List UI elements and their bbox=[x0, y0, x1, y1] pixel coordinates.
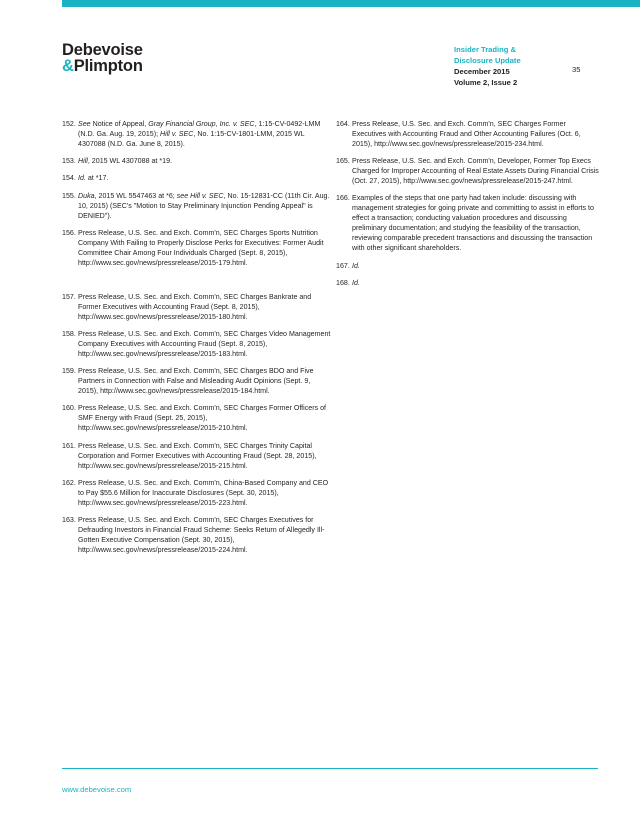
footnotes-right-column bbox=[336, 119, 601, 295]
footnote-italic-text: Hill v. SEC bbox=[160, 130, 194, 138]
footnote-text bbox=[352, 194, 594, 252]
footnote-text-run: Press Release, U.S. Sec. and Exch. Comm'n, China-Based Company and CEO to Pay $55.6 Million for Inaccurate Disclosures (Sept. 30, 2015), http://www.sec.gov/news/pressrelease/2015-223.html. bbox=[78, 478, 329, 507]
top-accent-bar bbox=[62, 0, 640, 7]
footnote-text bbox=[78, 479, 328, 507]
footnote-item bbox=[62, 292, 332, 322]
footnote-item bbox=[62, 478, 332, 508]
footnote-italic-text: Gray Financial Group, Inc. v. SEC bbox=[148, 120, 255, 128]
footer-website-link[interactable]: www.debevoise.com bbox=[62, 785, 132, 794]
footnote-text-run: Press Release, U.S. Sec. and Exch. Comm'n, SEC Charges Sports Nutrition Company With Failing to Properly Disclose Perks for Executives: Former Audit Committee Chair Among Four Individuals Charged (Sept. 8, 2015), http://www.sec.gov/news/pressrelease/2015-179.html. bbox=[78, 228, 324, 267]
footnote-item bbox=[336, 261, 601, 271]
footnote-number: 158. bbox=[62, 329, 76, 338]
footnote-text bbox=[352, 279, 360, 287]
footnote-number: 152. bbox=[62, 120, 76, 128]
footnote-number: 168. bbox=[336, 278, 350, 287]
footnote-item bbox=[336, 119, 601, 149]
footnote-text-run: Press Release, U.S. Sec. and Exch. Comm'n, Developer, Former Top Execs Charged for Improper Accounting of Real Estate Assets During Financial Crisis (Oct. 27, 2015), http://www.sec.gov/news/pressrelease/2015-247.html. bbox=[352, 157, 599, 186]
footnote-text-run: , 1:15-CV-0492-LMM (N.D. Ga. Aug. 19, 2015); bbox=[78, 120, 321, 138]
footnote-number: 166. bbox=[336, 194, 350, 203]
footnote-text-run: Press Release, U.S. Sec. and Exch. Comm'n, SEC Charges Bankrate and Former Executives with Accounting Fraud (Sept. 8, 2015), http://www.sec.gov/news/pressrelease/2015-180.html. bbox=[78, 292, 312, 321]
footnote-number: 156. bbox=[62, 228, 76, 237]
footnote-text bbox=[78, 120, 320, 148]
footnote-text bbox=[78, 157, 172, 165]
footnote-text-run: Examples of the steps that one party had taken include: discussing with management strategies for going private and committing to assist in efforts to effect a transaction; conducting valuation procedures and discussing preliminary documentation; and studying the feasibility of the transaction, reviewing comparable precedent transactions and discussing the transaction with other significant shareholders. bbox=[352, 194, 594, 253]
footnote-text bbox=[78, 367, 314, 395]
footnote-number: 157. bbox=[62, 292, 76, 301]
footnote-number: 160. bbox=[62, 404, 76, 413]
footnote-text bbox=[352, 120, 581, 148]
footnote-text bbox=[78, 192, 329, 220]
footnote-number: 165. bbox=[336, 157, 350, 166]
footnote-text bbox=[78, 293, 311, 321]
footnote-number: 164. bbox=[336, 120, 350, 128]
footnote-text-run: Press Release, U.S. Sec. and Exch. Comm'n, SEC Charges Former Executives with Accounting Fraud and Other Accounting Failures (Oct. 6, 2015), http://www.sec.gov/news/pressrelease/2015-234.html. bbox=[352, 120, 581, 148]
logo-line-2-text: Plimpton bbox=[73, 57, 143, 75]
footnote-number: 153. bbox=[62, 157, 76, 166]
publication-title-line-1: Insider Trading & bbox=[454, 45, 517, 54]
publication-volume: Volume 2, Issue 2 bbox=[454, 78, 518, 87]
footnote-number: 162. bbox=[62, 478, 76, 487]
footnote-text-run: Press Release, U.S. Sec. and Exch. Comm'n, SEC Charges Executives for Defrauding Investors in Financial Fraud Scheme: Seeks Return of Allegedly Ill-Gotten Executive Compensation (Sept. 30, 2015), http://www.sec.gov/news/pressrelease/2015-224.html. bbox=[78, 515, 325, 554]
publication-header bbox=[454, 44, 521, 88]
footnote-item bbox=[62, 173, 332, 183]
footer-divider bbox=[62, 768, 598, 769]
footnote-italic-text: Id. bbox=[352, 278, 360, 287]
footnote-text bbox=[352, 262, 360, 270]
footnote-item bbox=[62, 366, 332, 396]
footnote-text-run: Press Release, U.S. Sec. and Exch. Comm'n, SEC Charges Trinity Capital Corporation and Former Executives with Accounting Fraud (Sept. 28, 2015), http://www.sec.gov/news/pressrelease/2015-215.html. bbox=[78, 441, 317, 470]
footnote-text-run: , No. 1:15-CV-1801-LMM, 2015 WL 4307088 (N.D. Ga. June 8, 2015). bbox=[78, 130, 305, 148]
footnote-item bbox=[62, 156, 332, 166]
footnote-number: 155. bbox=[62, 191, 76, 200]
footnote-item bbox=[336, 193, 601, 253]
footnote-text-run: Press Release, U.S. Sec. and Exch. Comm'n, SEC Charges Video Management Company Executives with Accounting Fraud (Sept. 8, 2015), http://www.sec.gov/news/pressrelease/2015-183.html. bbox=[78, 329, 331, 358]
footnote-number: 159. bbox=[62, 367, 76, 376]
footnote-item bbox=[336, 278, 601, 288]
footnote-text bbox=[78, 229, 324, 267]
footnote-text-run: Press Release, U.S. Sec. and Exch. Comm'n, SEC Charges BDO and Five Partners in Connection with False and Misleading Audit Opinions (Sept. 9, 2015), http://www.sec.gov/news/pressrelease/2015-184.html. bbox=[78, 367, 314, 396]
footnote-item bbox=[62, 228, 332, 268]
footnote-italic-text: See bbox=[78, 120, 91, 128]
footnote-item bbox=[62, 191, 332, 221]
footnote-item bbox=[336, 156, 601, 186]
footnote-item bbox=[62, 329, 332, 359]
footnote-italic-text: Id. bbox=[352, 261, 360, 270]
publication-title-line-2: Disclosure Update bbox=[454, 56, 521, 65]
footnote-italic-text: Id. bbox=[78, 174, 86, 183]
footnote-italic-text: Duka bbox=[78, 191, 95, 200]
footnote-text-run: Press Release, U.S. Sec. and Exch. Comm'n, SEC Charges Former Officers of SMF Energy with Fraud (Sept. 25, 2015), http://www.sec.gov/news/pressrelease/2015-210.html. bbox=[78, 404, 327, 433]
footnote-text bbox=[78, 330, 330, 358]
logo-ampersand: & bbox=[62, 57, 74, 75]
publication-date: December 2015 bbox=[454, 67, 510, 76]
footnote-item bbox=[62, 403, 332, 433]
footnote-number: 154. bbox=[62, 174, 76, 183]
footnote-item bbox=[62, 515, 332, 555]
footnote-text-run: , 2015 WL 5547463 at *6; bbox=[94, 191, 177, 200]
footnote-number: 163. bbox=[62, 515, 76, 524]
footnote-italic-text: see Hill v. SEC bbox=[176, 191, 224, 200]
footnote-text bbox=[78, 442, 317, 470]
footnote-item bbox=[62, 119, 332, 149]
footnote-text-run: Notice of Appeal, bbox=[90, 120, 149, 128]
debevoise-plimpton-logo bbox=[62, 42, 143, 74]
footnote-text-run: at *17. bbox=[85, 174, 109, 183]
page-number: 35 bbox=[572, 65, 581, 74]
footnote-number: 167. bbox=[336, 261, 350, 270]
footnote-text bbox=[78, 404, 326, 432]
footnotes-left-column bbox=[62, 119, 332, 562]
footnote-text bbox=[78, 174, 108, 182]
footnote-number: 161. bbox=[62, 441, 76, 450]
footnote-text bbox=[352, 157, 599, 185]
footnote-item bbox=[62, 441, 332, 471]
footnote-text-run: , 2015 WL 4307088 at *19. bbox=[87, 157, 172, 166]
logo-line-1: Debevoise bbox=[62, 41, 143, 59]
footnote-italic-text: Hill bbox=[78, 157, 88, 166]
footnote-text bbox=[78, 516, 324, 554]
logo-line-2 bbox=[62, 58, 143, 74]
footnote-text-run: , No. 15-12831-CC (11th Cir. Aug. 10, 2015) (SEC's "Motion to Stay Preliminary Injunction Pending Appeal" is DENIED"). bbox=[78, 191, 330, 220]
